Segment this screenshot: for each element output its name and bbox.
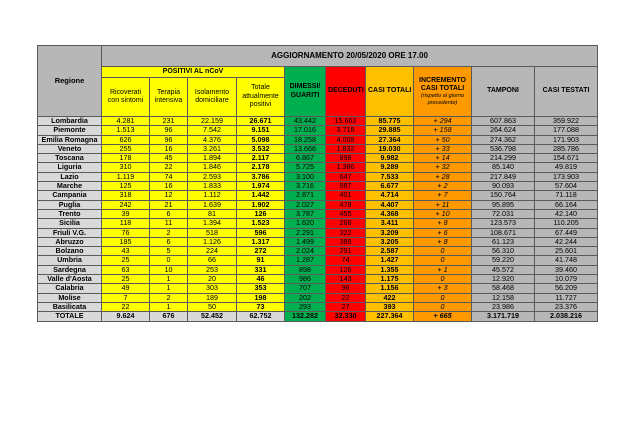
cell-regione: Trento — [38, 209, 102, 218]
cell-totale-positivi: 73 — [237, 302, 285, 311]
cell-totale-positivi: 353 — [237, 284, 285, 293]
table-row — [38, 237, 598, 246]
cell-totale-positivi: 596 — [237, 228, 285, 237]
cell-isolamento: 7.542 — [188, 126, 237, 135]
cell-ricoverati: 1.119 — [102, 172, 150, 181]
cell-terapia: 1 — [150, 275, 188, 284]
cell-totale-positivi: 1.974 — [237, 182, 285, 191]
cell-dimessi: 2.027 — [285, 200, 326, 209]
cell-incremento: + 6 — [414, 228, 472, 237]
cell-incremento: + 2 — [414, 182, 472, 191]
cell-deceduti: 3.718 — [326, 126, 366, 135]
cell-isolamento: 50 — [188, 302, 237, 311]
cell-casi-totali: 9.289 — [366, 163, 414, 172]
cell-ricoverati: 118 — [102, 219, 150, 228]
cell-totale-positivi: 9.151 — [237, 126, 285, 135]
cell-isolamento: 3.261 — [188, 144, 237, 153]
cell-isolamento: 518 — [188, 228, 237, 237]
cell-regione: Sardegna — [38, 265, 102, 274]
cell-tamponi: 274.362 — [472, 135, 535, 144]
cell-casi-testati: 56.209 — [535, 284, 598, 293]
cell-deceduti: 268 — [326, 219, 366, 228]
cell-isolamento: 303 — [188, 284, 237, 293]
cell-dimessi: 898 — [285, 265, 326, 274]
cell-deceduti: 322 — [326, 228, 366, 237]
header-incremento-label: INCREMENTO CASI TOTALI — [419, 77, 466, 93]
table-row — [38, 302, 598, 311]
cell-terapia: 11 — [150, 219, 188, 228]
cell-tamponi: 90.093 — [472, 182, 535, 191]
header-isolamento: Isolamento domiciliare — [188, 78, 237, 117]
cell-ricoverati: 25 — [102, 275, 150, 284]
cell-incremento: + 3 — [414, 284, 472, 293]
cell-casi-totali: 3.205 — [366, 237, 414, 246]
cell-ricoverati: 626 — [102, 135, 150, 144]
header-regione: Regione — [38, 46, 102, 117]
cell-isolamento: 253 — [188, 265, 237, 274]
table-row — [38, 209, 598, 218]
cell-dimessi: 5.725 — [285, 163, 326, 172]
cell-deceduti: 96 — [326, 284, 366, 293]
cell-incremento: + 10 — [414, 209, 472, 218]
cell-terapia: 12 — [150, 191, 188, 200]
cell-totale-positivi: 26.671 — [237, 117, 285, 126]
cell-terapia: 96 — [150, 135, 188, 144]
table-row — [38, 172, 598, 181]
table-row — [38, 293, 598, 302]
cell-ricoverati: 185 — [102, 237, 150, 246]
cell-isolamento: 1.126 — [188, 237, 237, 246]
cell-dimessi: 3.787 — [285, 209, 326, 218]
cell-isolamento: 1.112 — [188, 191, 237, 200]
table-row — [38, 256, 598, 265]
cell-totale-positivi: 2.117 — [237, 154, 285, 163]
cell-tamponi: 150.764 — [472, 191, 535, 200]
cell-casi-totali: 1.156 — [366, 284, 414, 293]
cell-tamponi: 264.624 — [472, 126, 535, 135]
cell-tamponi: 12.920 — [472, 275, 535, 284]
cell-regione: Veneto — [38, 144, 102, 153]
cell-incremento: + 7 — [414, 191, 472, 200]
cell-totale-positivi: 91 — [237, 256, 285, 265]
cell-dimessi: 13.666 — [285, 144, 326, 153]
cell-ricoverati: 318 — [102, 191, 150, 200]
cell-dimessi: 2.024 — [285, 247, 326, 256]
cell-incremento: + 8 — [414, 219, 472, 228]
table-row — [38, 284, 598, 293]
cell-deceduti: 455 — [326, 209, 366, 218]
cell-dimessi: 2.871 — [285, 191, 326, 200]
cell-dimessi: 293 — [285, 302, 326, 311]
cell-isolamento: 66 — [188, 256, 237, 265]
table-row — [38, 228, 598, 237]
table-row — [38, 182, 598, 191]
cell-incremento: + 50 — [414, 135, 472, 144]
cell-totale-positivi: 62.752 — [237, 312, 285, 321]
cell-regione: Lazio — [38, 172, 102, 181]
cell-casi-testati: 49.819 — [535, 163, 598, 172]
cell-casi-testati: 154.671 — [535, 154, 598, 163]
cell-incremento: + 32 — [414, 163, 472, 172]
cell-deceduti: 987 — [326, 182, 366, 191]
table-body — [38, 117, 598, 322]
cell-incremento: 0 — [414, 275, 472, 284]
table-title: AGGIORNAMENTO 20/05/2020 ORE 17.00 — [102, 46, 598, 67]
cell-deceduti: 1.386 — [326, 163, 366, 172]
cell-casi-totali: 3.411 — [366, 219, 414, 228]
cell-dimessi: 1.499 — [285, 237, 326, 246]
table-row — [38, 200, 598, 209]
cell-deceduti: 74 — [326, 256, 366, 265]
cell-ricoverati: 310 — [102, 163, 150, 172]
header-totale-positivi: Totale attualmente positivi — [237, 78, 285, 117]
header-dimessi: DIMESSI/ GUARITI — [285, 67, 326, 117]
header-tamponi: TAMPONI — [472, 67, 535, 117]
cell-isolamento: 1.394 — [188, 219, 237, 228]
header-incremento-note: (rispetto al giorno precedente) — [420, 93, 465, 106]
cell-casi-totali: 227.364 — [366, 312, 414, 321]
cell-incremento: + 158 — [414, 126, 472, 135]
cell-regione: Abruzzo — [38, 237, 102, 246]
table-row — [38, 144, 598, 153]
cell-regione: Lombardia — [38, 117, 102, 126]
cell-dimessi: 1.620 — [285, 219, 326, 228]
cell-ricoverati: 49 — [102, 284, 150, 293]
table-row — [38, 219, 598, 228]
cell-ricoverati: 125 — [102, 182, 150, 191]
header-incremento — [414, 67, 472, 117]
cell-regione: Marche — [38, 182, 102, 191]
table-row — [38, 163, 598, 172]
cell-ricoverati: 255 — [102, 144, 150, 153]
cell-casi-testati: 66.164 — [535, 200, 598, 209]
cell-regione: Valle d'Aosta — [38, 275, 102, 284]
cell-tamponi: 61.123 — [472, 237, 535, 246]
table-row — [38, 117, 598, 126]
cell-dimessi: 986 — [285, 275, 326, 284]
cell-dimessi: 707 — [285, 284, 326, 293]
cell-deceduti: 32.330 — [326, 312, 366, 321]
cell-dimessi: 3.716 — [285, 182, 326, 191]
cell-ricoverati: 1.513 — [102, 126, 150, 135]
cell-regione: Campania — [38, 191, 102, 200]
cell-terapia: 10 — [150, 265, 188, 274]
cell-isolamento: 1.639 — [188, 200, 237, 209]
cell-terapia: 2 — [150, 228, 188, 237]
cell-totale-positivi: 1.317 — [237, 237, 285, 246]
cell-casi-testati: 359.922 — [535, 117, 598, 126]
cell-totale-positivi: 1.442 — [237, 191, 285, 200]
cell-isolamento: 189 — [188, 293, 237, 302]
cell-totale-positivi: 272 — [237, 247, 285, 256]
cell-tamponi: 23.986 — [472, 302, 535, 311]
cell-incremento: 0 — [414, 247, 472, 256]
cell-deceduti: 15.662 — [326, 117, 366, 126]
cell-tamponi: 45.572 — [472, 265, 535, 274]
cell-totale-positivi: 198 — [237, 293, 285, 302]
table-row — [38, 126, 598, 135]
cell-totale-positivi: 2.178 — [237, 163, 285, 172]
cell-casi-testati: 42.140 — [535, 209, 598, 218]
cell-deceduti: 27 — [326, 302, 366, 311]
cell-isolamento: 52.452 — [188, 312, 237, 321]
cell-casi-totali: 393 — [366, 302, 414, 311]
cell-totale-positivi: 46 — [237, 275, 285, 284]
cell-casi-testati: 2.038.216 — [535, 312, 598, 321]
cell-deceduti: 401 — [326, 191, 366, 200]
cell-tamponi: 56.310 — [472, 247, 535, 256]
cell-terapia: 2 — [150, 293, 188, 302]
cell-tamponi: 95.895 — [472, 200, 535, 209]
cell-regione: Liguria — [38, 163, 102, 172]
cell-casi-testati: 177.088 — [535, 126, 598, 135]
cell-casi-totali: 3.209 — [366, 228, 414, 237]
cell-regione: Emilia Romagna — [38, 135, 102, 144]
cell-incremento: 0 — [414, 256, 472, 265]
cell-terapia: 21 — [150, 200, 188, 209]
cell-incremento: 0 — [414, 302, 472, 311]
cell-isolamento: 224 — [188, 247, 237, 256]
header-deceduti: DECEDUTI — [326, 67, 366, 117]
table-row — [38, 135, 598, 144]
header-casi-totali: CASI TOTALI — [366, 67, 414, 117]
cell-terapia: 22 — [150, 163, 188, 172]
cell-casi-testati: 71.118 — [535, 191, 598, 200]
cell-ricoverati: 9.624 — [102, 312, 150, 321]
cell-ricoverati: 43 — [102, 247, 150, 256]
cell-casi-testati: 23.376 — [535, 302, 598, 311]
cell-regione: Piemonte — [38, 126, 102, 135]
cell-casi-testati: 42.244 — [535, 237, 598, 246]
cell-totale-positivi: 3.786 — [237, 172, 285, 181]
header-positivi: POSITIVI AL nCoV — [102, 67, 285, 78]
cell-ricoverati: 63 — [102, 265, 150, 274]
cell-tamponi: 536.798 — [472, 144, 535, 153]
cell-terapia: 6 — [150, 209, 188, 218]
cell-casi-testati: 11.727 — [535, 293, 598, 302]
cell-terapia: 16 — [150, 144, 188, 153]
cell-ricoverati: 7 — [102, 293, 150, 302]
cell-terapia: 96 — [150, 126, 188, 135]
cell-tamponi: 108.671 — [472, 228, 535, 237]
cell-dimessi: 43.442 — [285, 117, 326, 126]
cell-casi-totali: 1.355 — [366, 265, 414, 274]
table-row — [38, 275, 598, 284]
cell-incremento: + 294 — [414, 117, 472, 126]
cell-deceduti: 4.008 — [326, 135, 366, 144]
cell-tamponi: 59.220 — [472, 256, 535, 265]
cell-tamponi: 217.849 — [472, 172, 535, 181]
cell-casi-totali: 2.587 — [366, 247, 414, 256]
cell-totale-positivi: 1.523 — [237, 219, 285, 228]
cell-terapia: 1 — [150, 302, 188, 311]
cell-casi-totali: 19.030 — [366, 144, 414, 153]
cell-terapia: 0 — [150, 256, 188, 265]
cell-casi-totali: 1.427 — [366, 256, 414, 265]
cell-tamponi: 3.171.719 — [472, 312, 535, 321]
cell-ricoverati: 76 — [102, 228, 150, 237]
cell-incremento: + 665 — [414, 312, 472, 321]
cell-regione: Molise — [38, 293, 102, 302]
cell-casi-totali: 29.885 — [366, 126, 414, 135]
cell-casi-totali: 6.677 — [366, 182, 414, 191]
cell-casi-totali: 4.714 — [366, 191, 414, 200]
cell-deceduti: 998 — [326, 154, 366, 163]
cell-casi-totali: 4.407 — [366, 200, 414, 209]
table-row — [38, 247, 598, 256]
cell-regione: Sicilia — [38, 219, 102, 228]
cell-casi-totali: 422 — [366, 293, 414, 302]
table-row — [38, 265, 598, 274]
cell-deceduti: 291 — [326, 247, 366, 256]
cell-totale-positivi: 126 — [237, 209, 285, 218]
cell-isolamento: 81 — [188, 209, 237, 218]
cell-incremento: + 14 — [414, 154, 472, 163]
covid-regional-table — [37, 45, 598, 322]
cell-dimessi: 1.287 — [285, 256, 326, 265]
cell-tamponi: 607.863 — [472, 117, 535, 126]
cell-terapia: 16 — [150, 182, 188, 191]
cell-isolamento: 20 — [188, 275, 237, 284]
cell-casi-testati: 39.460 — [535, 265, 598, 274]
cell-dimessi: 18.258 — [285, 135, 326, 144]
cell-incremento: + 1 — [414, 265, 472, 274]
cell-casi-totali: 27.364 — [366, 135, 414, 144]
table-row — [38, 154, 598, 163]
cell-ricoverati: 25 — [102, 256, 150, 265]
cell-casi-testati: 25.601 — [535, 247, 598, 256]
cell-deceduti: 478 — [326, 200, 366, 209]
header-casi-testati: CASI TESTATI — [535, 67, 598, 117]
cell-ricoverati: 242 — [102, 200, 150, 209]
cell-terapia: 45 — [150, 154, 188, 163]
cell-isolamento: 1.894 — [188, 154, 237, 163]
cell-totale-positivi: 5.098 — [237, 135, 285, 144]
cell-casi-testati: 173.903 — [535, 172, 598, 181]
cell-isolamento: 22.159 — [188, 117, 237, 126]
cell-ricoverati: 178 — [102, 154, 150, 163]
cell-casi-totali: 1.175 — [366, 275, 414, 284]
table-row — [38, 191, 598, 200]
cell-casi-testati: 171.903 — [535, 135, 598, 144]
cell-casi-totali: 85.775 — [366, 117, 414, 126]
cell-deceduti: 143 — [326, 275, 366, 284]
cell-incremento: + 33 — [414, 144, 472, 153]
cell-isolamento: 1.846 — [188, 163, 237, 172]
cell-deceduti: 1.832 — [326, 144, 366, 153]
cell-deceduti: 126 — [326, 265, 366, 274]
cell-casi-testati: 110.205 — [535, 219, 598, 228]
cell-tamponi: 12.158 — [472, 293, 535, 302]
cell-terapia: 74 — [150, 172, 188, 181]
cell-terapia: 1 — [150, 284, 188, 293]
cell-terapia: 676 — [150, 312, 188, 321]
cell-incremento: + 28 — [414, 172, 472, 181]
cell-regione: Bolzano — [38, 247, 102, 256]
cell-incremento: + 11 — [414, 200, 472, 209]
cell-incremento: + 8 — [414, 237, 472, 246]
cell-tamponi: 123.573 — [472, 219, 535, 228]
total-row — [38, 312, 598, 321]
cell-casi-totali: 7.533 — [366, 172, 414, 181]
cell-dimessi: 202 — [285, 293, 326, 302]
cell-casi-testati: 67.449 — [535, 228, 598, 237]
cell-dimessi: 17.016 — [285, 126, 326, 135]
cell-ricoverati: 4.281 — [102, 117, 150, 126]
cell-regione: Umbria — [38, 256, 102, 265]
cell-totale-positivi: 3.532 — [237, 144, 285, 153]
cell-tamponi: 214.299 — [472, 154, 535, 163]
cell-regione: Friuli V.G. — [38, 228, 102, 237]
cell-tamponi: 58.468 — [472, 284, 535, 293]
cell-ricoverati: 22 — [102, 302, 150, 311]
cell-regione: TOTALE — [38, 312, 102, 321]
cell-deceduti: 647 — [326, 172, 366, 181]
cell-incremento: 0 — [414, 293, 472, 302]
cell-isolamento: 4.376 — [188, 135, 237, 144]
cell-regione: Toscana — [38, 154, 102, 163]
cell-dimessi: 2.291 — [285, 228, 326, 237]
cell-dimessi: 132.282 — [285, 312, 326, 321]
cell-terapia: 231 — [150, 117, 188, 126]
header-ricoverati: Ricoverati con sintomi — [102, 78, 150, 117]
cell-totale-positivi: 1.902 — [237, 200, 285, 209]
cell-tamponi: 72.031 — [472, 209, 535, 218]
cell-casi-testati: 57.604 — [535, 182, 598, 191]
cell-casi-totali: 4.368 — [366, 209, 414, 218]
cell-regione: Calabria — [38, 284, 102, 293]
cell-dimessi: 6.867 — [285, 154, 326, 163]
cell-ricoverati: 39 — [102, 209, 150, 218]
cell-totale-positivi: 331 — [237, 265, 285, 274]
cell-terapia: 5 — [150, 247, 188, 256]
cell-isolamento: 1.833 — [188, 182, 237, 191]
cell-casi-testati: 41.748 — [535, 256, 598, 265]
cell-isolamento: 2.593 — [188, 172, 237, 181]
cell-dimessi: 3.100 — [285, 172, 326, 181]
header-terapia: Terapia intensiva — [150, 78, 188, 117]
cell-regione: Basilicata — [38, 302, 102, 311]
cell-regione: Puglia — [38, 200, 102, 209]
cell-casi-testati: 10.079 — [535, 275, 598, 284]
cell-deceduti: 389 — [326, 237, 366, 246]
cell-terapia: 6 — [150, 237, 188, 246]
cell-casi-testati: 285.786 — [535, 144, 598, 153]
cell-deceduti: 22 — [326, 293, 366, 302]
cell-casi-totali: 9.982 — [366, 154, 414, 163]
cell-tamponi: 85.140 — [472, 163, 535, 172]
